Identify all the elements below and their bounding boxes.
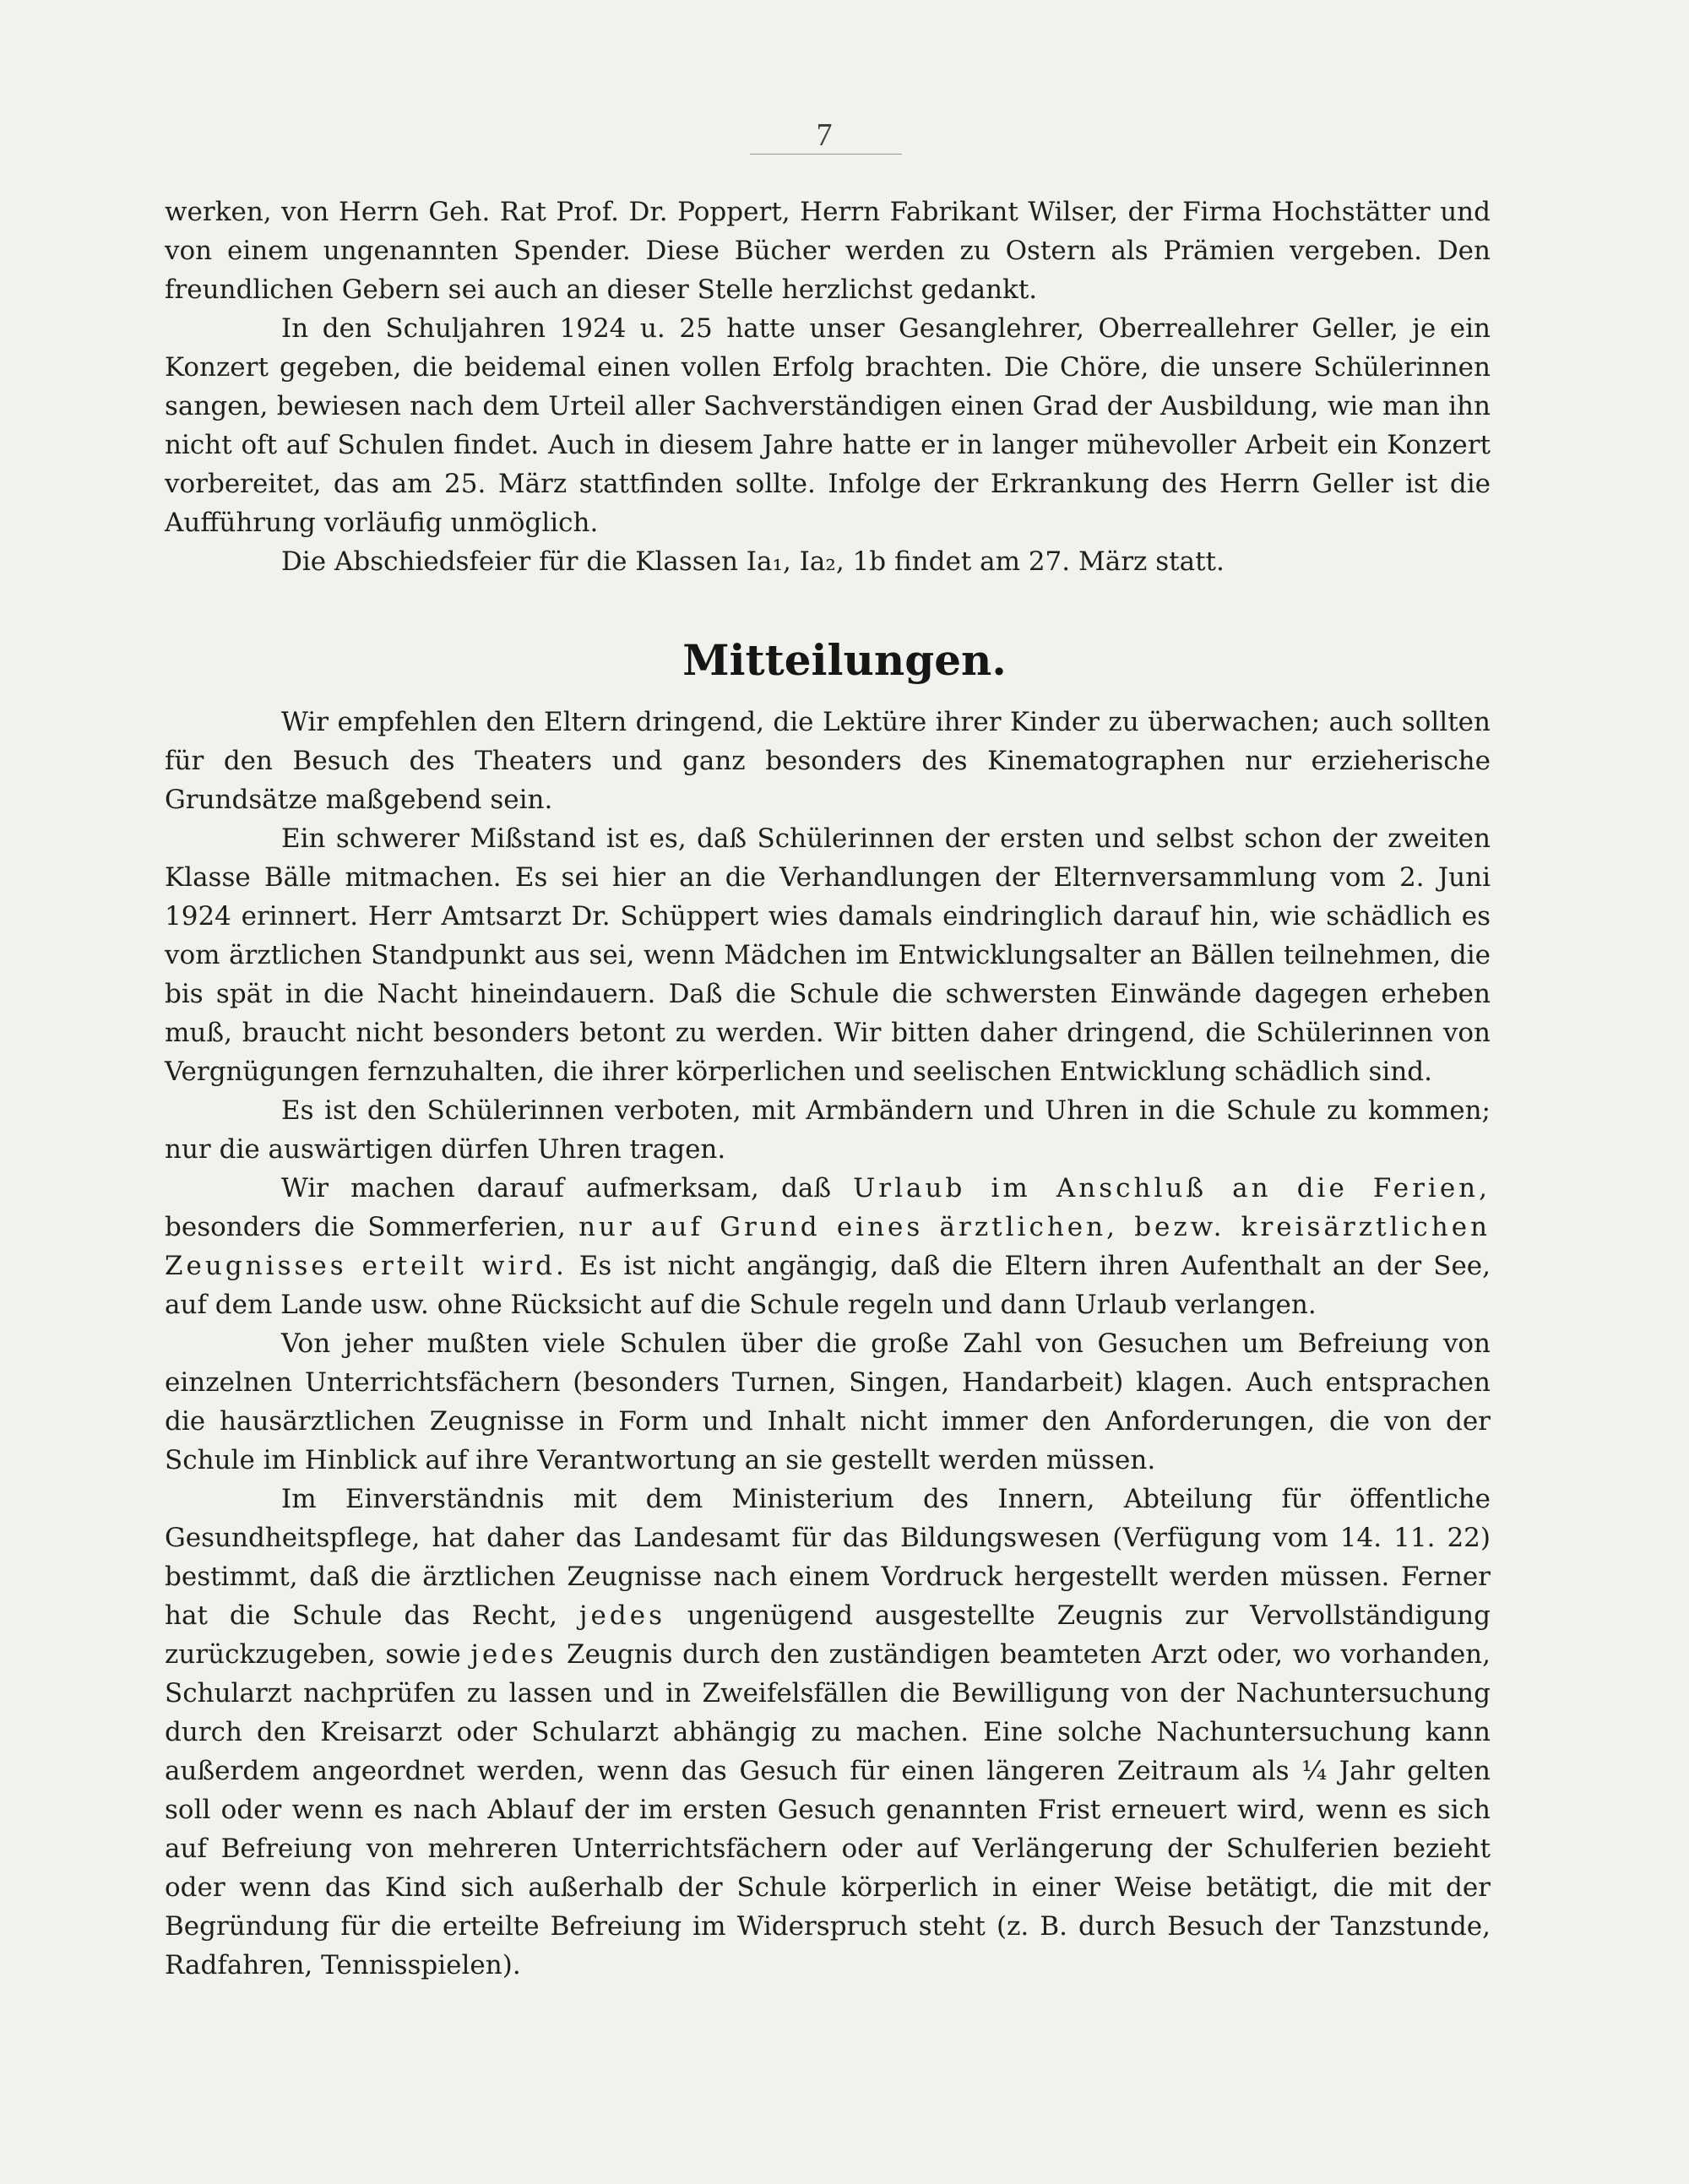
section-heading: Mitteilungen. [682,635,1007,685]
emphasis-jedes: jedes [578,1600,665,1631]
paragraph-balls: Ein schwerer Mißstand ist es, daß Schülerinnen der ersten und selbst schon der zweiten Klasse Bälle mitmachen. Es sei hier an die Verhandlungen der Elternversammlung vom 2. Juni 1924 erinnert. Herr Amtsarzt Dr. Schüppert wies damals eindringlich darauf hin, wie schädlich es vom ärztlichen Standpunkt aus sei, wenn Mädchen im Entwicklungsalter an Bällen teilnehmen, die bis spät in die Nacht hineindauern. Daß die Schule die schwersten Einwände dagegen erheben muß, braucht nicht besonders betont zu werden. Wir bitten daher dringend, die Schülerinnen von Vergnügungen fernzuhalten, die ihrer körperlichen und seelischen Entwicklung schädlich sind. [165,823,1491,1087]
text-run: Zeugnis durch den zuständigen beamteten Arzt oder, wo vorhanden, Schularzt nachprüfen zu lassen und in Zweifelsfällen die Bewilligung von der Nachuntersuchung durch den Kreisarzt oder Schularzt abhängig zu machen. Eine solche Nachuntersuchung kann außerdem angeordnet werden, wenn das Gesuch für einen längeren Zeitraum als ¼ Jahr gelten soll oder wenn es nach Ablauf der im ersten Gesuch genannten Frist erneuert wird, wenn es sich auf Befreiung von mehreren Unterrichtsfächern oder auf Verlängerung der Schulferien bezieht oder wenn das Kind sich außerhalb der Schule körperlich in einer Weise betätigt, die mit der Begründung für die erteilte Befreiung im Widerspruch steht (z. B. durch Besuch der Tanzstunde, Radfahren, Tennisspielen). [165,1639,1491,1980]
paragraph-certificates [165,1480,1491,1985]
page-number-rule [750,154,902,155]
paragraph-vacation-leave [165,1169,1491,1324]
emphasis-leave: Urlaub im Anschluß an die Ferien, [853,1173,1491,1203]
text-run: besonders die Sommerferien, [165,1212,566,1242]
paragraph-exemptions: Von jeher mußten viele Schulen über die große Zahl von Gesuchen um Befreiung von einzelnen Unterrichtsfächern (besonders Turnen, Singen, Handarbeit) klagen. Auch entsprachen die hausärztlichen Zeugnisse in Form und Inhalt nicht immer den Anforderungen, die von der Schule im Hinblick auf ihre Verantwortung an sie gestellt werden müssen. [165,1328,1491,1475]
paragraph-jewelry: Es ist den Schülerinnen verboten, mit Armbändern und Uhren in die Schule zu kommen; nur die auswärtigen dürfen Uhren tragen. [165,1095,1491,1165]
text-run: Wir machen darauf aufmerksam, daß [281,1173,832,1203]
emphasis-certificate: nur auf Grund eines ärztlichen, bezw. kreisärztlichen Zeugnisses erteilt wird. [165,1212,1491,1281]
paragraph-farewell: Die Abschiedsfeier für die Klassen Ia₁, Ia₂, 1b findet am 27. März statt. [281,546,1225,577]
page-number: 7 [816,117,833,153]
paragraph-donors: werken, von Herrn Geh. Rat Prof. Dr. Poppert, Herrn Fabrikant Wilser, der Firma Hochstätter und von einem ungenannten Spender. Diese Bücher werden zu Ostern als Prämien vergeben. Den freundlichen Gebern sei auch an dieser Stelle herzlichst gedankt. [165,197,1491,305]
paragraph-reading: Wir empfehlen den Eltern dringend, die Lektüre ihrer Kinder zu überwachen; auch sollten für den Besuch des Theaters und ganz besonders des Kinematographen nur erzieherische Grundsätze maßgebend sein. [165,707,1491,815]
text-run: ungenügend ausgestellte Zeugnis zur Vervollständigung zurückzugeben, sowie [165,1600,1491,1670]
text-run: Es ist nicht angängig, daß die Eltern ihren Aufenthalt an der See, auf dem Lande usw. ohne Rücksicht auf die Schule regeln und dann Urlaub verlangen. [165,1251,1491,1320]
notices-section-text [165,703,1491,1985]
previous-section-text [165,193,1491,581]
text-run: Im Einverständnis mit dem Ministerium des Innern, Abteilung für öffentliche Gesundheitspflege, hat daher das Landesamt für das Bildungswesen (Verfügung vom 14. 11. 22) bestimmt, daß die ärztlichen Zeugnisse nach einem Vordruck hergestellt werden müssen. Ferner hat die Schule das Recht, [165,1484,1491,1631]
paragraph-concert: In den Schuljahren 1924 u. 25 hatte unser Gesanglehrer, Oberreallehrer Geller, je ein Konzert gegeben, die beidemal einen vollen Erfolg brachten. Die Chöre, die unsere Schülerinnen sangen, bewiesen nach dem Urteil aller Sachverständigen einen Grad der Ausbildung, wie man ihn nicht oft auf Schulen findet. Auch in diesem Jahre hatte er in langer mühevoller Arbeit ein Konzert vorbereitet, das am 25. März stattfinden sollte. Infolge der Erkrankung des Herrn Geller ist die Aufführung vorläufig unmöglich. [165,313,1491,538]
emphasis-jedes: jedes [470,1639,557,1670]
